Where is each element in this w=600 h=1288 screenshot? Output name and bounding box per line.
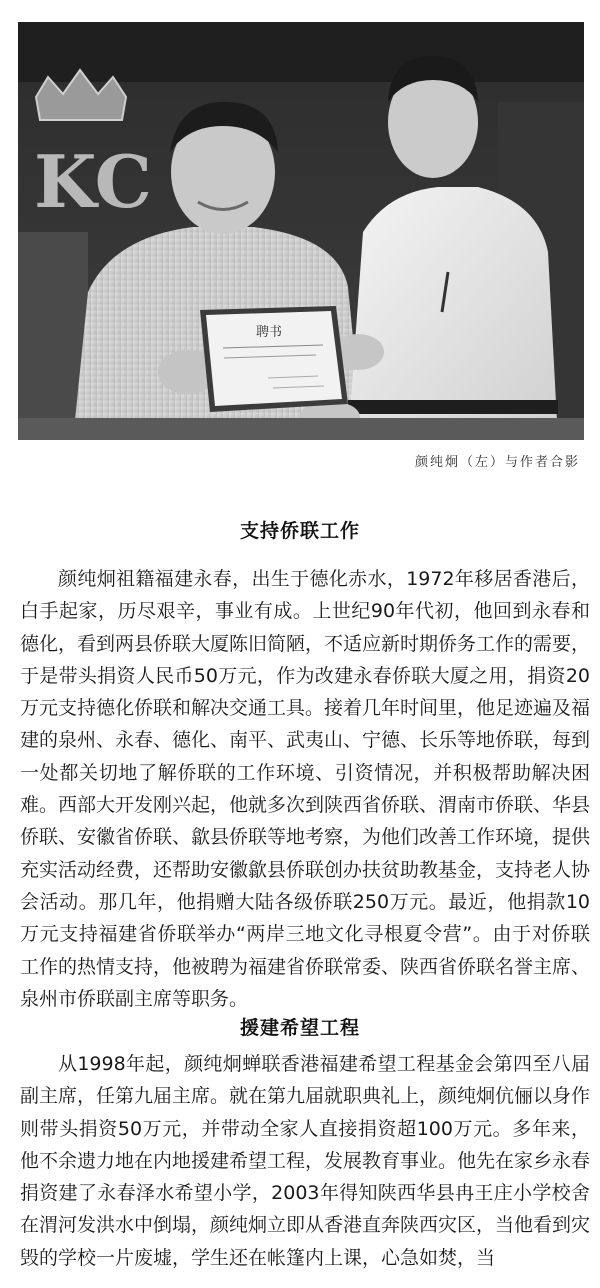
section-title-support-federation: 支持侨联工作 — [239, 520, 360, 542]
photo-illustration — [18, 22, 584, 440]
paragraph-hope-project: 从1998年起，颜纯炯蝉联香港福建希望工程基金会第四至八届副主席，任第九届主席。就在第九届就职典礼上，颜纯炯伉俪以身作则带头捐资50万元，并带动全家人直接捐资超100万元。多年来，他不余遗力地在内地援建希望工程，发展教育事业。他先在家乡永春捐资建了永春泽水希望小学，2003年得知陕西华县冉王庄小学校舍在渭河发洪水中倒塌，颜纯炯立即从香港直奔陕西灾区，当他看到灾毁的学校一片废墟，学生还在帐篷内上课，心急如焚，当 — [20, 1053, 591, 1269]
photo-caption: 颜纯炯（左）与作者合影 — [414, 455, 580, 470]
section-title-hope-project: 援建希望工程 — [239, 1017, 360, 1039]
svg-text:KC: KC — [34, 139, 152, 224]
photo — [18, 22, 584, 440]
paragraph-support-federation: 颜纯炯祖籍福建永春，出生于德化赤水，1972年移居香港后，白手起家，历尽艰辛，事业有成。上世纪90年代初，他回到永春和德化，看到两县侨联大厦陈旧简陋，不适应新时期侨务工作的需要，于是带头捐资人民币50万元，作为改建永春侨联大厦之用，捐资20万元支持德化侨联和解决交通工具。接着几年时间里，他足迹遍及福建的泉州、永春、德化、南平、武夷山、宁德、长乐等地侨联，每到一处都关切地了解侨联的工作环境、引资情况，并积极帮助解决困难。西部大开发刚兴起，他就多次到陕西省侨联、渭南市侨联、华县侨联、安徽省侨联、歙县侨联等地考察，为他们改善工作环境，提供充实活动经费，还帮助安徽歙县侨联创办扶贫助教基金，支持老人协会活动。那几年，他捐赠大陆各级侨联250万元。最近，他捐款10万元支持福建省侨联举办“两岸三地文化寻根夏令营”。由于对侨联工作的热情支持，他被聘为福建省侨联常委、陕西省侨联名誉主席、泉州市侨联副主席等职务。 — [20, 568, 591, 1010]
certificate — [200, 306, 348, 412]
svg-text:聘书: 聘书 — [256, 325, 283, 340]
